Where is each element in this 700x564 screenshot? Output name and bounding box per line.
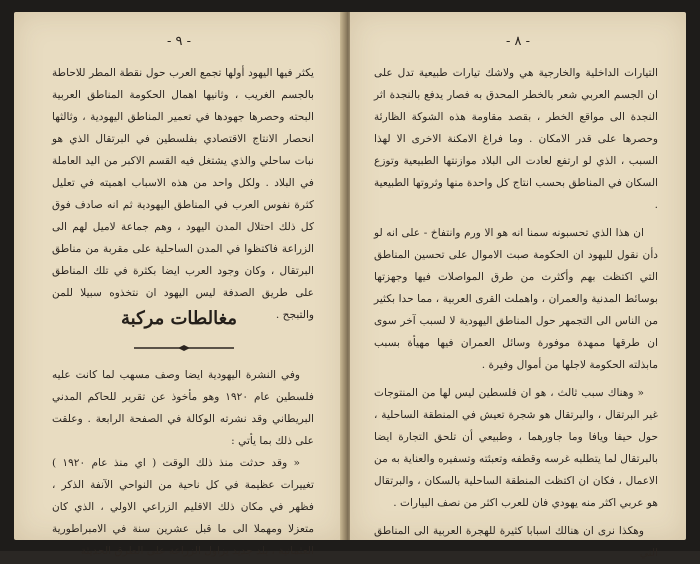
paragraph: وهكذا نرى ان هنالك اسبابا كثيرة للهجرة العربية الى المناطق التي bbox=[374, 525, 658, 559]
right-page bbox=[350, 12, 686, 559]
paragraph: ان هذا الذي تحسبونه سمنا انه هو الا ورم وانتفاخ - على انه لو دأن نقول لليهود ان الحكومة صبت الاموال على تحسين المناطق التي اكتظت بهم وأكثرت من طرق المواصلات فيها وجهزتها بوسائط المدنية والعمران ، واهملت القرى العربية ، مما حدا بكثير من الناس الى التجمهر حول المناطق اليهودية لا لسبب آخر سوى ان طرقها ممهدة موفورة وسائل العمران فيها مهيأة بسبب مابذلته الحكومة لاجلها من أموال وفيرة . bbox=[374, 227, 658, 371]
heading-ornament-rule bbox=[134, 345, 234, 351]
right-page-text bbox=[374, 62, 658, 564]
section-heading: مغالطات مركبة bbox=[121, 308, 237, 329]
left-section-1-text bbox=[52, 62, 314, 326]
paragraph: وفي النشرة اليهودية ايضا وصف مسهب لما كانت عليه فلسطين عام ١٩٢٠ وهو مأخوذ عن تقرير للحاكم المدني البريطاني وقد نشرته الوكالة في الصفحة الرابعة . وعلقت على ذلك بما يأتي : bbox=[52, 369, 314, 447]
right-page-number: - ٨ - bbox=[505, 34, 531, 49]
paragraph: التيارات الداخلية والخارجية هي ولاشك تيارات طبيعية تدل على ان الجسم العربي شعر بالخطر المحدق به فصار يدفع بالنجدة اثر النجدة الى مواقع الخطر ، بقصد مقاومة هذه الشوكة الظارئة وحصرها على قدر الامكان . وما فراغ الامكنة الاخرى الا لهذا السبب ، الذي لو ارتفع لعادت الى البلاد موازنتها الطبيعية وتوزع السكان في المناطق بحسب انتاج كل واحدة منها وثروتها الطبيعية . bbox=[374, 67, 658, 211]
left-page bbox=[14, 12, 344, 557]
paragraph: يكثر فيها اليهود أولها تجمع العرب حول نقطة المطر للاحاطة بالجسم الغريب ، وثانيها اهمال الحكومة المناطق العربية البحته وحصرها جهودها في تعمير المناطق اليهودية ، وثالثها انحصار الانتاج الاقتصادي بفلسطين في البرتقال الذي هو نبات ساحلي والذي يشتغل فيه القسم الاكبر من اليد العاملة في البلاد . ولكل واحد من هذه الاسباب اهميته في تعليل كثرة نفوس العرب في المناطق اليهودية ثم انه صادف فوق كل ذلك احتلال المدن اليهود ، وهم جماعة لاميل لهم الى الزراعة فاكتظوا في المدن الساحلية على مقربة من مناطق البرتقال ، وكان وجود العرب ايضا بكثرة في تلك المناطق على طريق الصدفة ليس اليهود ان نتخذوه سبيلا للمن والتبجح . bbox=[52, 67, 314, 321]
left-section-2-text bbox=[52, 364, 314, 562]
left-page-number: - ٩ - bbox=[166, 34, 192, 49]
paragraph: « وهناك سبب ثالث ، هو ان فلسطين ليس لها من المنتوجات غير البرتقال ، والبرتقال هو شجرة تعيش في المنطقة الساحلية ، حول حيفا ويافا وما جاورهما ، وطبيعي أن تلحق التجارة ايضا بالبرتقال لما يتطلبه غرسه وقطفه وتعبئته وتسفيره والعناية به من الاعمال ، فكان ان اكتظت المنطقة الساحلية بالسكان ، والبرتقال هو عربي اكثر منه يهودي فان للعرب اكثر من نصف البيارات . bbox=[374, 387, 658, 509]
paragraph: « وقد حدثت منذ ذلك الوقت ( اي منذ عام ١٩٢٠ ) تغييرات عظيمة في كل ناحية من النواحي الآنفة الذكر ، فظهر في مكان ذلك الاقليم الزراعي الاولي ، الذي كان متعزلا ومهملا الى ما قبل عشرين سنة في الامبراطورية العثمانية ، بلد جديد يزاول الزراعة على الطرق الحديثة bbox=[52, 457, 314, 557]
